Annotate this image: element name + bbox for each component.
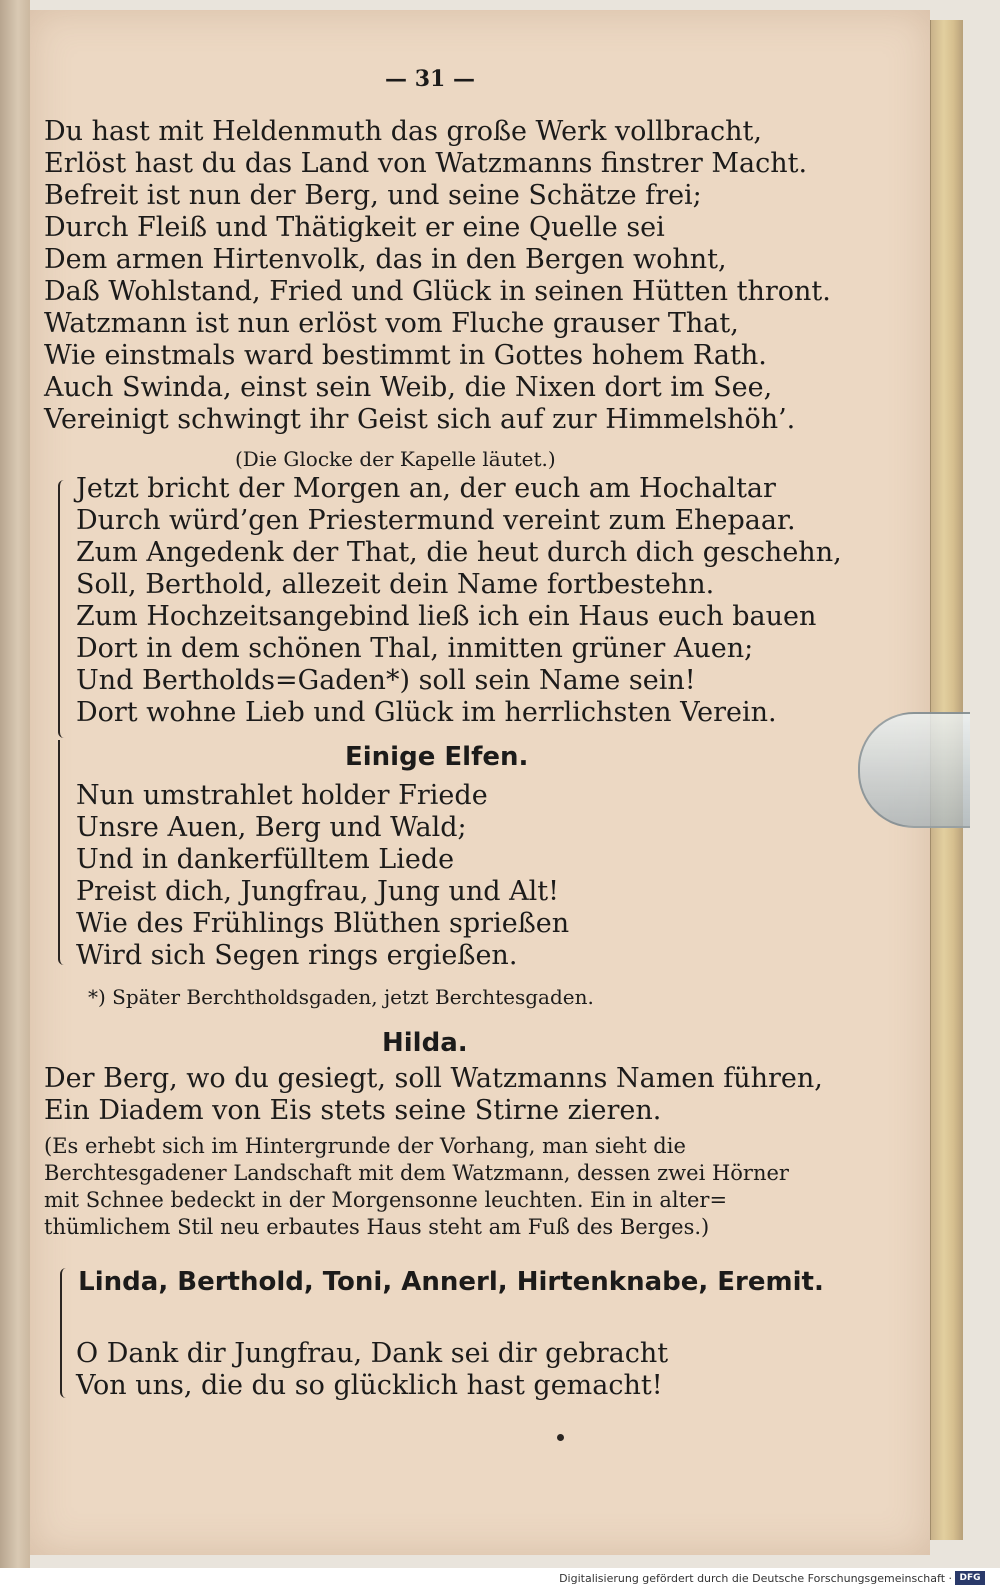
speaker-heading: Hilda.	[382, 1028, 468, 1058]
verse-line: Zum Angedenk der That, die heut durch dich geschehn,	[76, 537, 842, 568]
verse-line: Durch Fleiß und Thätigkeit er eine Quelle sei	[44, 212, 665, 243]
verse-line: Und Bertholds=Gaden*) soll sein Name sein!	[76, 665, 696, 696]
verse-line: Vereinigt schwingt ihr Geist sich auf zur Himmelshöh’.	[44, 404, 796, 435]
verse-block-3	[76, 780, 569, 972]
footnote: *) Später Berchtholdsgaden, jetzt Berchtesgaden.	[88, 985, 594, 1009]
verse-line: Befreit ist nun der Berg, und seine Schätze frei;	[44, 180, 702, 211]
verse-block-1	[44, 116, 831, 436]
verse-line: Wird sich Segen rings ergießen.	[76, 940, 518, 971]
verse-line: Dort wohne Lieb und Glück im herrlichsten Verein.	[76, 697, 777, 728]
verse-line: Der Berg, wo du gesiegt, soll Watzmanns Namen führen,	[44, 1063, 823, 1094]
verse-line: Zum Hochzeitsangebind ließ ich ein Haus euch bauen	[76, 601, 817, 632]
verse-block-2	[76, 473, 842, 729]
verse-line: Unsre Auen, Berg und Wald;	[76, 812, 467, 843]
verse-line: O Dank dir Jungfrau, Dank sei dir gebracht	[76, 1338, 669, 1369]
verse-line: Preist dich, Jungfrau, Jung und Alt!	[76, 876, 559, 907]
verse-block-5	[76, 1338, 668, 1402]
verse-line: Watzmann ist nun erlöst vom Fluche grauser That,	[44, 308, 739, 339]
dfg-logo: DFG	[955, 1571, 985, 1585]
ornament-dot	[557, 1434, 564, 1441]
verse-line: Von uns, die du so glücklich hast gemacht!	[76, 1370, 663, 1401]
verse-line: Ein Diadem von Eis stets seine Stirne zieren.	[44, 1095, 662, 1126]
verse-line: Daß Wohlstand, Fried und Glück in seinen Hütten thront.	[44, 276, 831, 307]
stage-direction: (Die Glocke der Kapelle läutet.)	[235, 447, 556, 471]
stage-line: thümlichem Stil neu erbautes Haus steht am Fuß des Berges.)	[44, 1215, 710, 1239]
verse-line: Auch Swinda, einst sein Weib, die Nixen dort im See,	[44, 372, 773, 403]
verse-line: Soll, Berthold, allezeit dein Name fortbestehn.	[76, 569, 715, 600]
funding-credit: Digitalisierung gefördert durch die Deutsche Forschungsgemeinschaft ·	[559, 1572, 952, 1585]
verse-block-4	[44, 1063, 823, 1127]
stage-line: Berchtesgadener Landschaft mit dem Watzmann, dessen zwei Hörner	[44, 1161, 789, 1185]
verse-line: Wie einstmals ward bestimmt in Gottes hohem Rath.	[44, 340, 767, 371]
speaker-heading: Linda, Berthold, Toni, Annerl, Hirtenknabe, Eremit.	[78, 1267, 824, 1297]
verse-line: Wie des Frühlings Blüthen sprießen	[76, 908, 570, 939]
page-number: — 31 —	[385, 66, 475, 92]
bracket-marker	[58, 740, 68, 965]
verse-line: Erlöst hast du das Land von Watzmanns finstrer Macht.	[44, 148, 808, 179]
verse-line: Du hast mit Heldenmuth das große Werk vollbracht,	[44, 116, 762, 147]
verse-line: Und in dankerfülltem Liede	[76, 844, 455, 875]
verse-line: Nun umstrahlet holder Friede	[76, 780, 488, 811]
stage-line: (Es erhebt sich im Hintergrunde der Vorhang, man sieht die	[44, 1134, 686, 1158]
stage-direction	[44, 1133, 824, 1241]
facing-page-edge	[0, 0, 30, 1568]
stage-line: mit Schnee bedeckt in der Morgensonne leuchten. Ein in alter=	[44, 1188, 728, 1212]
verse-line: Dort in dem schönen Thal, inmitten grüner Auen;	[76, 633, 754, 664]
bracket-marker	[60, 1268, 70, 1398]
bracket-marker	[58, 480, 68, 738]
verse-line: Jetzt bricht der Morgen an, der euch am Hochaltar	[76, 473, 776, 504]
speaker-heading: Einige Elfen.	[345, 742, 529, 772]
page-clip	[858, 712, 970, 828]
verse-line: Durch würd’gen Priestermund vereint zum Ehepaar.	[76, 505, 796, 536]
verse-line: Dem armen Hirtenvolk, das in den Bergen wohnt,	[44, 244, 727, 275]
